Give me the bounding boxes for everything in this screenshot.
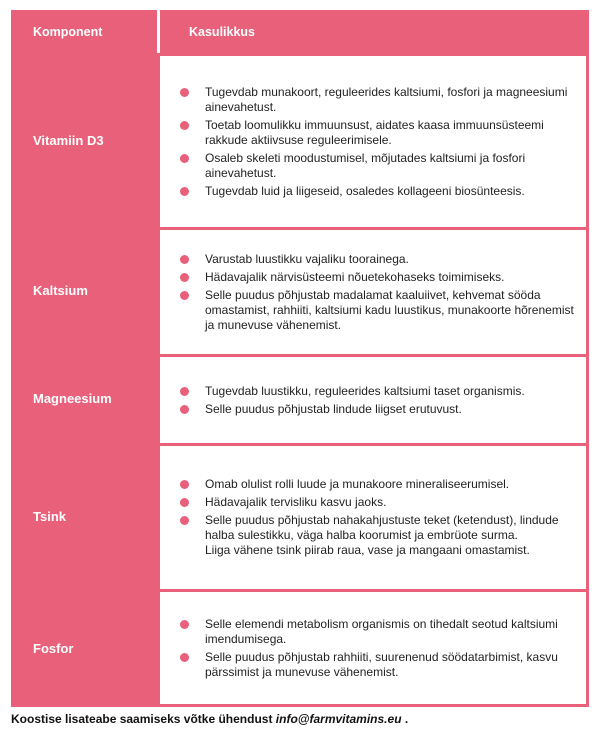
list-item: Varustab luustikku vajaliku toorainega. xyxy=(180,252,576,267)
table-row-magneesium xyxy=(11,354,589,443)
contact-email-link[interactable]: info@farmvitamins.eu xyxy=(275,712,402,726)
row-label: Fosfor xyxy=(33,640,74,656)
header-usefulness: Kasulikkus xyxy=(189,24,256,39)
footer-end: . xyxy=(404,712,409,726)
footer-text: Koostise lisateabe saamiseks võtke ühendust xyxy=(11,712,273,726)
row-body xyxy=(160,357,586,443)
row-label: Kaltsium xyxy=(33,283,88,298)
footer-contact xyxy=(11,712,408,726)
bullet-list xyxy=(180,381,576,420)
row-label: Magneesium xyxy=(33,391,112,406)
list-item: Selle puudus põhjustab lindude liigset erutuvust. xyxy=(180,402,576,417)
row-label: Vitamiin D3 xyxy=(33,132,104,148)
list-item: Toetab loomulikku immuunsust, aidates kaasa immuunsüsteemi rakkude aktiivsuse reguleerimisele. xyxy=(180,118,576,148)
list-item-text: Selle puudus põhjustab nahakahjustuste teket (ketendust), lindude halba sulestikku, väga halba koorumist ja embrüote surma. xyxy=(205,513,559,542)
row-body xyxy=(160,592,586,704)
bullet-list xyxy=(180,474,576,561)
table-row-vitamin-d3 xyxy=(11,53,589,227)
row-body xyxy=(160,230,586,354)
nutrient-table xyxy=(11,10,589,707)
bullet-list xyxy=(180,249,576,336)
list-item: Tugevdab luid ja liigeseid, osaledes kollageeni biosünteesis. xyxy=(180,184,576,199)
bullet-list xyxy=(180,614,576,683)
table-row-kaltsium xyxy=(11,227,589,354)
list-item: Tugevdab luustikku, reguleerides kaltsiumi taset organismis. xyxy=(180,384,576,399)
list-item: Osaleb skeleti moodustumisel, mõjutades kaltsiumi ja fosfori ainevahetust. xyxy=(180,151,576,181)
list-item: Omab olulist rolli luude ja munakoore mineraliseerumisel. xyxy=(180,477,576,492)
row-label: Tsink xyxy=(33,508,66,524)
list-item: Selle elemendi metabolism organismis on tihedalt seotud kaltsiumi imendumisega. xyxy=(180,617,576,647)
table-header xyxy=(11,10,589,53)
list-item: Tugevdab munakoort, reguleerides kaltsiumi, fosfori ja magneesiumi ainevahetust. xyxy=(180,85,576,115)
row-body xyxy=(160,446,586,589)
row-body xyxy=(160,56,586,227)
header-component: Komponent xyxy=(33,24,103,39)
bullet-list xyxy=(180,82,576,202)
list-item: Hädavajalik tervisliku kasvu jaoks. xyxy=(180,495,576,510)
table-row-fosfor xyxy=(11,589,589,707)
list-item: Selle puudus põhjustab rahhiiti, suurenenud söödatarbimist, kasvu pärssimist ja munevuse vähenemist. xyxy=(180,650,576,680)
list-item-note: Liiga vähene tsink piirab raua, vase ja mangaani omastamist. xyxy=(205,543,530,557)
table-row-tsink xyxy=(11,443,589,589)
list-item: Hädavajalik närvisüsteemi nõuetekohaseks toimimiseks. xyxy=(180,270,576,285)
list-item xyxy=(180,513,576,558)
list-item: Selle puudus põhjustab madalamat kaaluiivet, kehvemat sööda omastamist, rahhiiti, kaltsiumi kadu luustikus, munakoorte hõrenemist ja munevuse vähenemist. xyxy=(180,288,576,333)
